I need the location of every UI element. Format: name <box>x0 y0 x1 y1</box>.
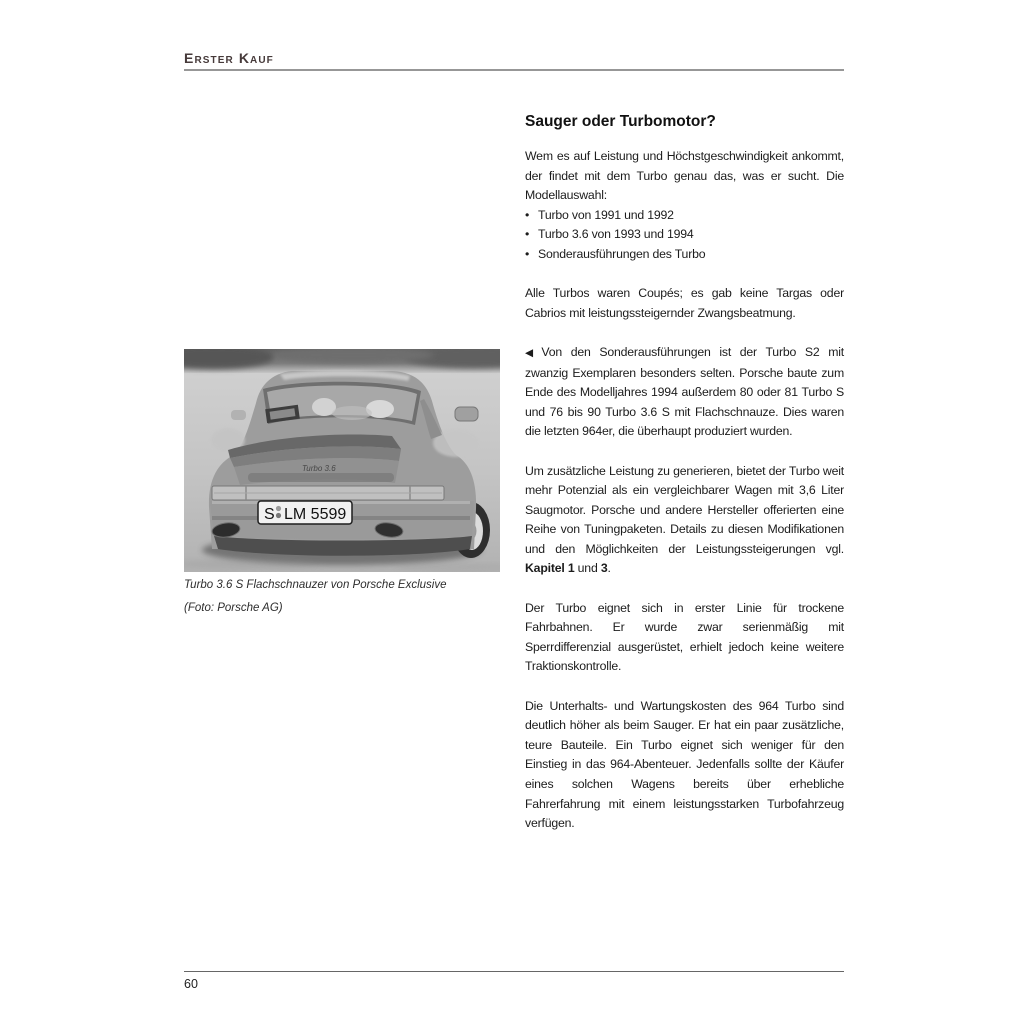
list-item-label: Turbo 3.6 von 1993 und 1994 <box>538 227 694 242</box>
article-column <box>525 112 844 853</box>
list-item-label: Sonderausführungen des Turbo <box>538 246 706 261</box>
paragraph-fahrbahn: Der Turbo eignet sich in erster Linie für trockene Fahrbahnen. Er wurde zwar serienmäßig mit Sperrdifferenzial ausgerüstet, erhielt jedoch keine weitere Traktionskontrolle. <box>525 600 844 674</box>
list-item <box>525 225 844 245</box>
footer-rule <box>184 971 844 972</box>
chapter-ref-3: 3 <box>600 561 608 576</box>
article-heading: Sauger oder Turbomotor? <box>525 113 716 130</box>
paragraph-tuning <box>525 462 844 580</box>
paragraph-coupes: Alle Turbos waren Coupés; es gab keine Targas oder Cabrios mit leistungssteigernder Zwangsbeatmung. <box>525 286 844 320</box>
list-item-label: Turbo von 1991 und 1992 <box>538 207 674 222</box>
mirror-right-icon <box>455 407 478 421</box>
running-header: Erster Kauf <box>184 50 274 66</box>
paragraph-tuning-text: . <box>607 561 611 576</box>
license-plate <box>258 501 352 524</box>
chapter-ref-1: Kapitel 1 <box>525 561 575 576</box>
photo-reference-arrow-icon: ◀ <box>525 346 539 359</box>
paragraph-sonderausfuehrungen <box>525 343 844 442</box>
plate-seal-icon <box>276 513 281 518</box>
paragraph-intro: Wem es auf Leistung und Höchstgeschwindigkeit ankommt, der findet mit dem Turbo genau das, was er sucht. Die Modellauswahl: <box>525 149 844 203</box>
taillight-band <box>212 486 444 500</box>
plate-prefix-text: S <box>264 506 275 523</box>
page-number: 60 <box>184 977 198 991</box>
model-list <box>525 206 844 265</box>
header-rule <box>184 69 844 71</box>
bullet-icon: • <box>525 246 530 261</box>
porsche-rear-photo-illustration <box>184 349 500 572</box>
rear-window <box>263 382 421 425</box>
figure-photo <box>184 349 500 572</box>
paragraph-tuning-text: Um zusätzliche Leistung zu generieren, bietet der Turbo weit mehr Potenzial als ein vergleichbarer Wagen mit 3,6 Liter Saugmotor. Porsche und andere Hersteller offerierten eine Reihe von Tuningpaketen. Details zu diesen Modifikationen und den Möglichkeiten der Leistungssteigerungen vgl. <box>525 463 844 556</box>
photo-credit: (Foto: Porsche AG) <box>184 602 283 614</box>
plate-seal-icon <box>276 506 281 511</box>
paragraph-kosten: Die Unterhalts- und Wartungskosten des 964 Turbo sind deutlich höher als beim Sauger. Er hat ein paar zusätzliche, teure Bauteile. Ein Turbo eignet sich weniger für den Einstieg in das 964-Abenteuer. Jedenfalls sollte der Käufer eines solchen Wagens bereits über erhebliche Fahrerfahrung mit einem leistungsstarken Turbofahrzeug verfügen. <box>525 698 844 831</box>
photo-caption: Turbo 3.6 S Flachschnauzer von Porsche Exclusive <box>184 579 447 591</box>
engine-lid-badge: Turbo 3.6 <box>302 464 336 473</box>
plate-number-text: LM 5599 <box>284 506 347 523</box>
bullet-icon: • <box>525 207 530 222</box>
list-item <box>525 206 844 226</box>
paragraph-sonder-text: Von den Sonderausführungen ist der Turbo S2 mit zwanzig Exemplaren besonders selten. Porsche baute zum Ende des Modelljahres 1994 außerdem 80 oder 81 Turbo S und 76 bis 90 Turbo 3.6 S mit Flachschnauze. Dies waren die letzten 964er, die überhaupt produziert wurden. <box>525 344 845 439</box>
mirror-left-icon <box>231 410 246 420</box>
list-item <box>525 245 844 265</box>
paragraph-tuning-text: und <box>574 561 601 576</box>
bullet-icon: • <box>525 227 530 242</box>
